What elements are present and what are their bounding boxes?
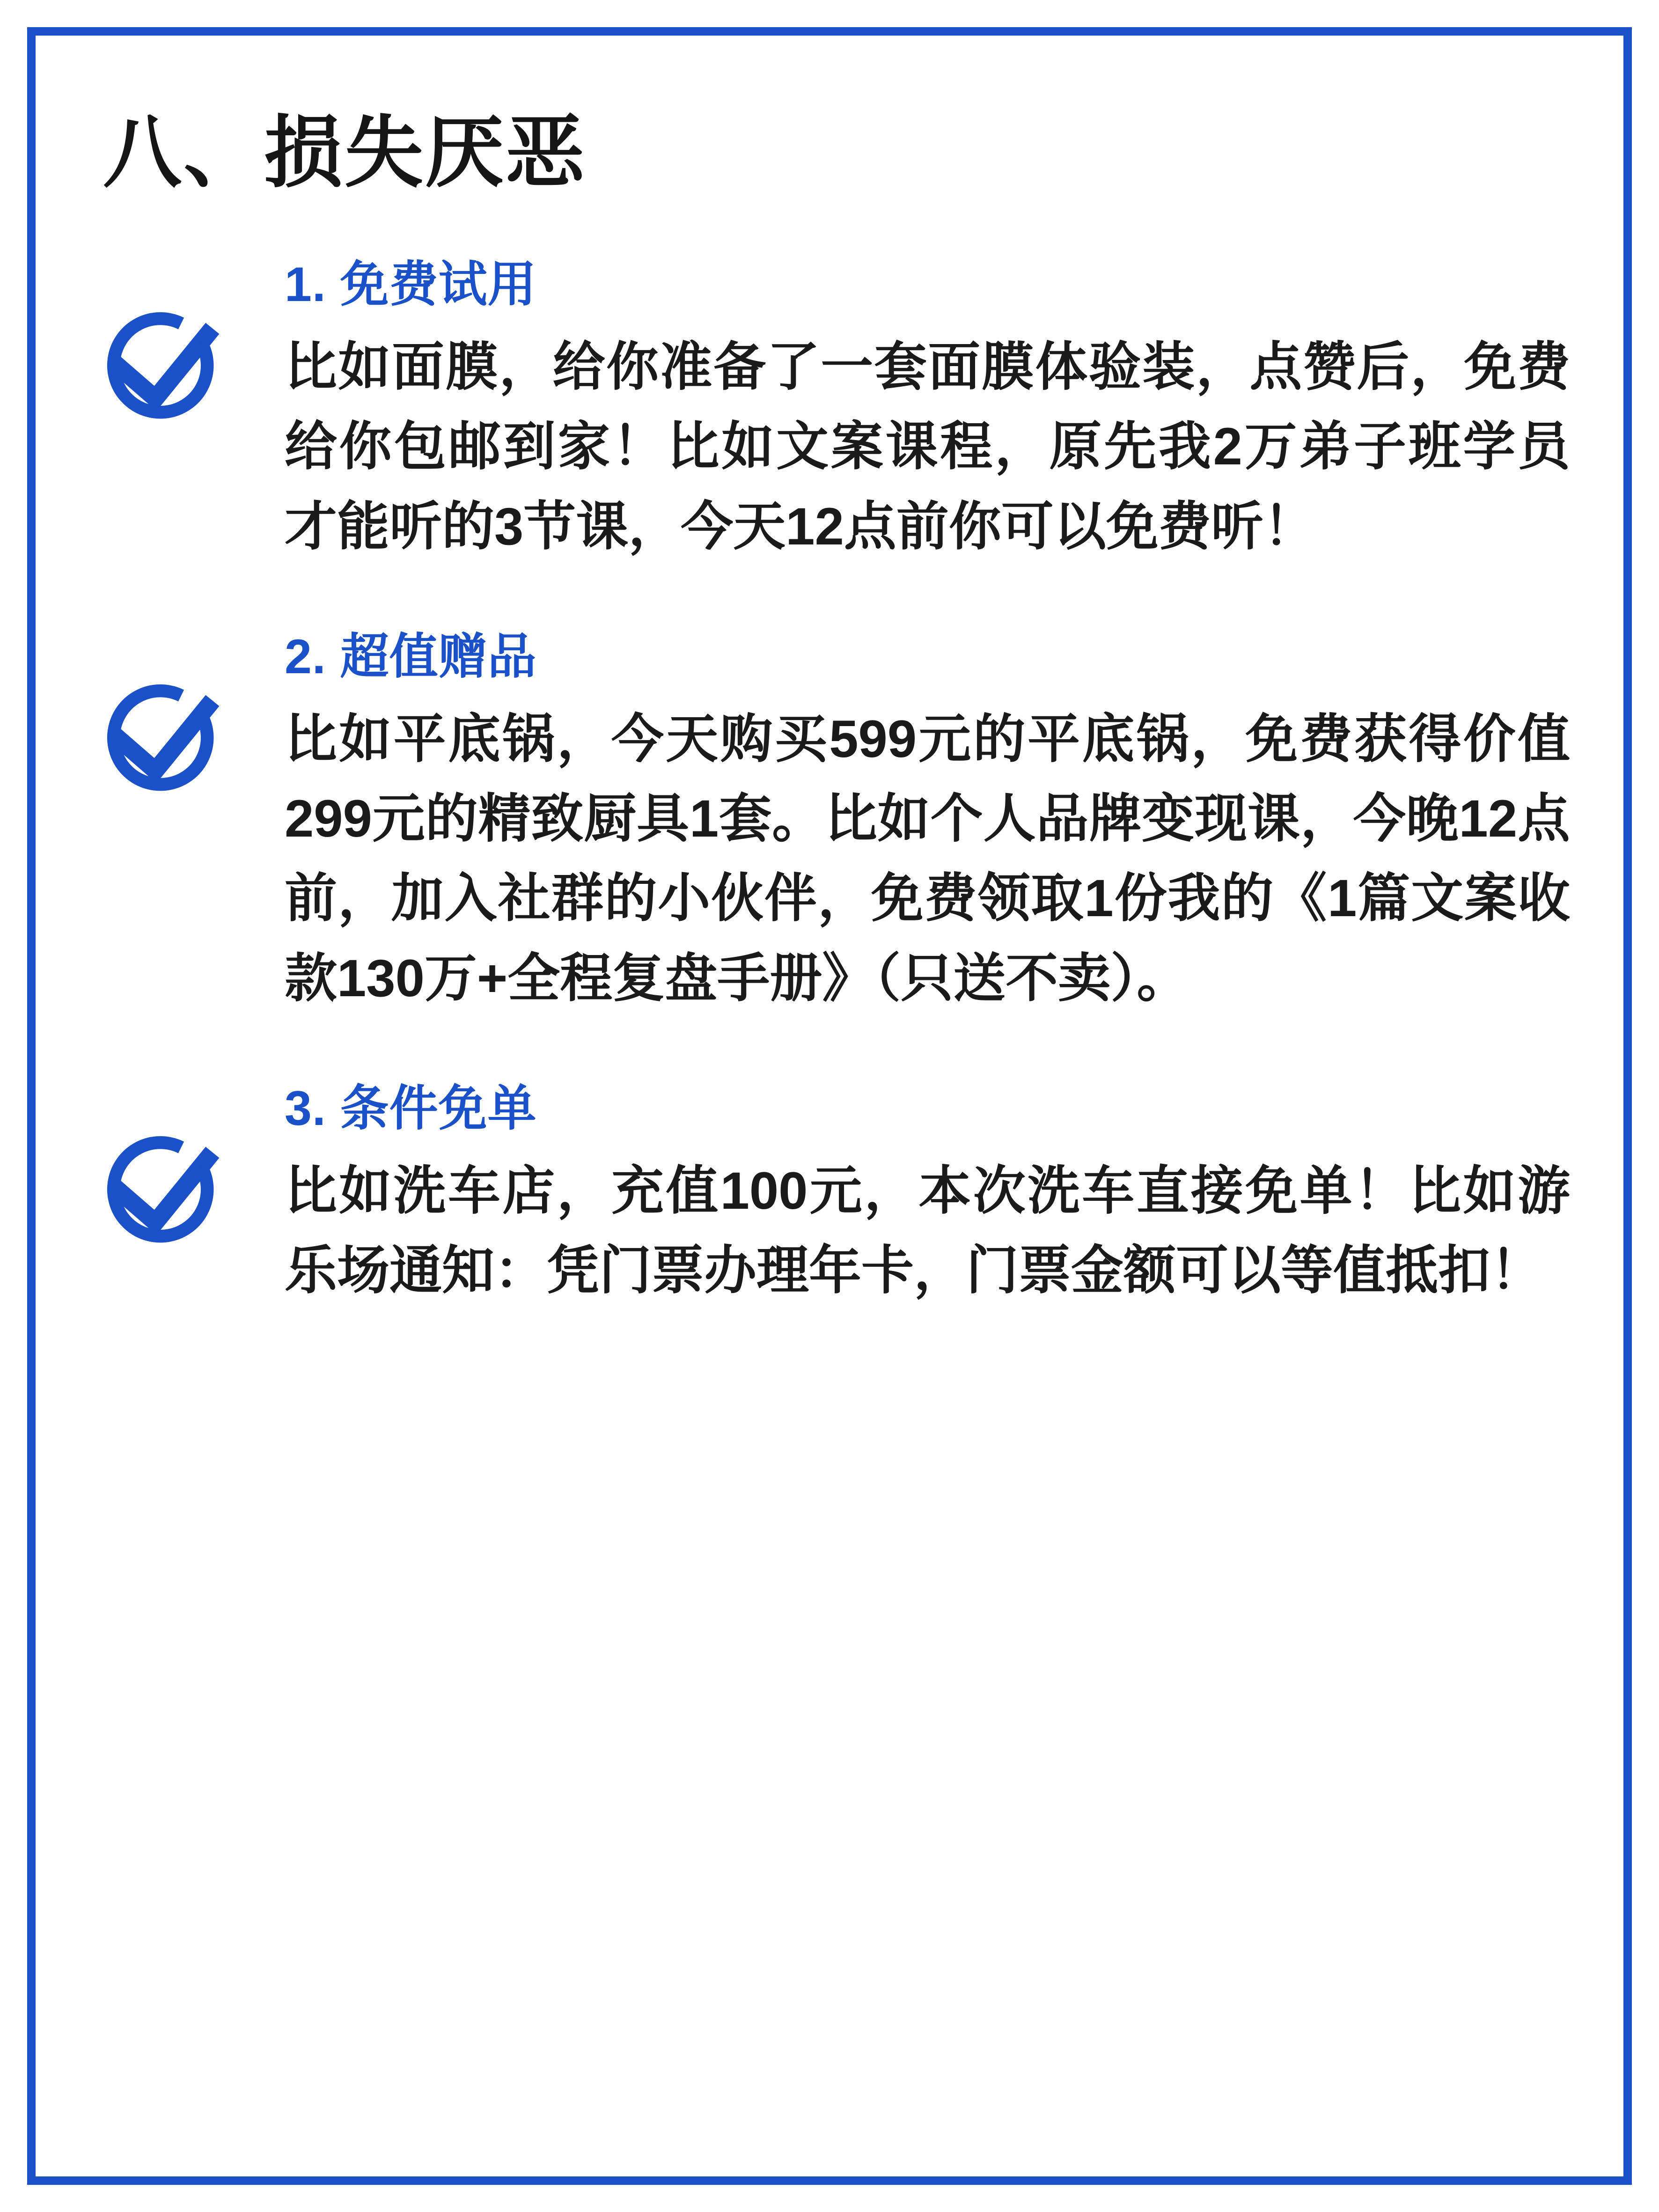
- section-body: 比如面膜，给你准备了一套面膜体验装，点赞后，免费给你包邮到家！比如文案课程，原先我2万弟子班学员才能听的3节课，今天12点前你可以免费听！: [285, 338, 1570, 556]
- section-heading: 1. 免费试用: [285, 257, 537, 312]
- page-title: 八、损失厌恶: [103, 109, 586, 197]
- section-heading: 2. 超值赠品: [285, 629, 537, 684]
- list-item: [89, 626, 1570, 1018]
- check-circle-icon: [104, 682, 221, 799]
- check-circle-icon: [104, 309, 221, 426]
- section-heading: 3. 条件免单: [285, 1081, 537, 1136]
- check-circle-icon: [104, 1133, 221, 1250]
- bottom-spacer: [89, 1370, 1570, 1426]
- list-item: [89, 254, 1570, 566]
- list-item: [89, 1078, 1570, 1310]
- section-body: 比如平底锅，今天购买599元的平底锅，免费获得价值299元的精致厨具1套。比如个人品牌变现课，今晚12点前，加入社群的小伙伴，免费领取1份我的《1篇文案收款130万+全程复盘手册》（只送不卖）。: [285, 709, 1570, 1007]
- section-body: 比如洗车店，充值100元，本次洗车直接免单！比如游乐场通知：凭门票办理年卡，门票金额可以等值抵扣！: [285, 1161, 1570, 1300]
